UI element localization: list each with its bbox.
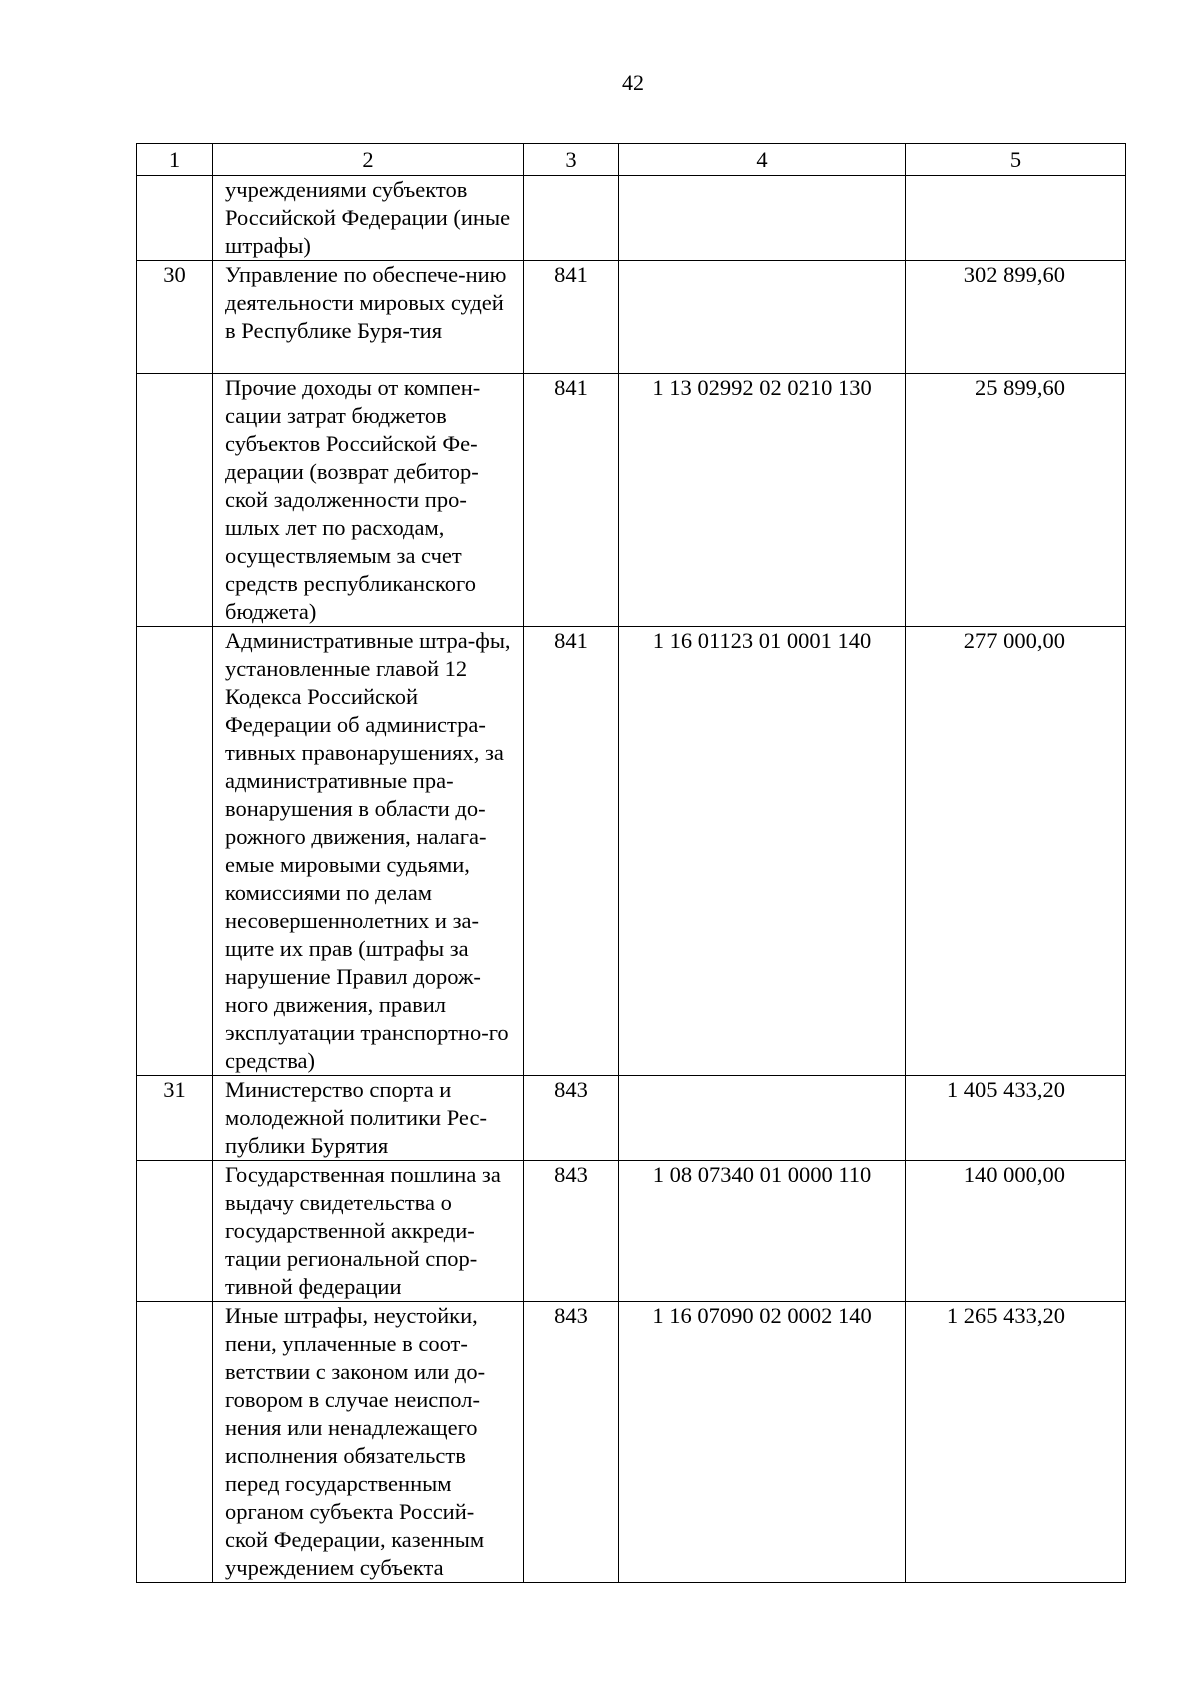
table-header-row (137, 144, 1126, 176)
row-amount: 1 265 433,20 (906, 1302, 1126, 1583)
row-classification-code: 1 16 07090 02 0002 140 (619, 1302, 906, 1583)
row-amount (906, 176, 1126, 261)
row-classification-code: 1 08 07340 01 0000 110 (619, 1161, 906, 1302)
budget-revenue-table (136, 143, 1126, 1583)
row-classification-code (619, 176, 906, 261)
row-amount: 25 899,60 (906, 374, 1126, 627)
table-row (137, 374, 1126, 627)
row-name: Прочие доходы от компен-сации затрат бюджетов субъектов Российской Фе-дерации (возврат дебитор-ской задолженности про-шлых лет по расходам, осуществляемым за счет средств республиканского бюджета) (213, 374, 524, 627)
row-amount: 302 899,60 (906, 261, 1126, 374)
table-row (137, 1076, 1126, 1161)
row-number: 31 (137, 1076, 213, 1161)
row-amount: 140 000,00 (906, 1161, 1126, 1302)
header-col-1: 1 (137, 144, 213, 176)
header-col-3: 3 (524, 144, 619, 176)
row-classification-code: 1 13 02992 02 0210 130 (619, 374, 906, 627)
table-row (137, 261, 1126, 374)
table-row (137, 1161, 1126, 1302)
row-number (137, 176, 213, 261)
row-classification-code: 1 16 01123 01 0001 140 (619, 627, 906, 1076)
row-amount: 1 405 433,20 (906, 1076, 1126, 1161)
table-row (137, 627, 1126, 1076)
row-admin-code (524, 176, 619, 261)
row-name: учреждениями субъектов Российской Федерации (иные штрафы) (213, 176, 524, 261)
row-name: Административные штра-фы, установленные главой 12 Кодекса Российской Федерации об администра-тивных правонарушениях, за административные пра-вонарушения в области до-рожного движения, налага-емые мировыми судьями, комиссиями по делам несовершеннолетних и за-щите их прав (штрафы за нарушение Правил дорож-ного движения, правил эксплуатации транспортно-го средства) (213, 627, 524, 1076)
row-name: Государственная пошлина за выдачу свидетельства о государственной аккреди-тации региональной спор-тивной федерации (213, 1161, 524, 1302)
row-name: Иные штрафы, неустойки, пени, уплаченные в соот-ветствии с законом или до-говором в случае неиспол-нения или ненадлежащего исполнения обязательств перед государственным органом субъекта Россий-ской Федерации, казенным учреждением субъекта (213, 1302, 524, 1583)
header-col-2: 2 (213, 144, 524, 176)
row-number (137, 1161, 213, 1302)
row-number (137, 1302, 213, 1583)
row-admin-code: 843 (524, 1302, 619, 1583)
row-name: Управление по обеспече-нию деятельности мировых судей в Республике Буря-тия (213, 261, 524, 374)
table-row (137, 176, 1126, 261)
row-number (137, 627, 213, 1076)
row-admin-code: 841 (524, 627, 619, 1076)
header-col-4: 4 (619, 144, 906, 176)
row-number: 30 (137, 261, 213, 374)
row-amount: 277 000,00 (906, 627, 1126, 1076)
table-row (137, 1302, 1126, 1583)
row-admin-code: 841 (524, 374, 619, 627)
row-admin-code: 841 (524, 261, 619, 374)
row-admin-code: 843 (524, 1161, 619, 1302)
row-classification-code (619, 261, 906, 374)
page-number: 42 (622, 70, 644, 95)
header-col-5: 5 (906, 144, 1126, 176)
row-number (137, 374, 213, 627)
row-admin-code: 843 (524, 1076, 619, 1161)
row-classification-code (619, 1076, 906, 1161)
row-name: Министерство спорта и молодежной политики Рес-публики Бурятия (213, 1076, 524, 1161)
